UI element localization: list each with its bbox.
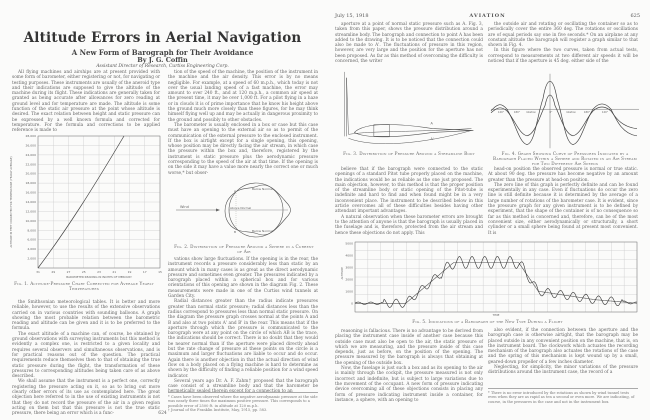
barograph-box: [374, 125, 390, 137]
fig4-chart: [487, 72, 641, 150]
paragraph: A natural observation when these barometer errors are brought to the attention of anyone is that the barograph is usually placed in the fuselage and is, therefore, protected from the air stream and hence these objections do not apply. This: [335, 214, 483, 236]
paragraph: the Smithsonian meteorological tables. It is better and more reliable, however, to use the results of the extensive observations carried on in various countries with sounding balloons. A graph showing the most probable relation between the barometric reading and altitude can be given and it is to be preferred to the formula.: [12, 300, 160, 332]
curve-high-speed: [491, 81, 637, 144]
paragraph: the outside air and rotating or oscillating the container so as to periodically cover the entire 360 deg. The rotations or oscillations are of equal periods say one in five seconds.* On an airplane at any constant altitude the barograph will register a graph similar to that shown in Fig. 4.: [488, 22, 638, 49]
region-label: Below Normal: [252, 187, 273, 191]
streamline-body: [354, 125, 473, 137]
x-axis-label: TIME: [492, 313, 500, 317]
x-tick-label: 21: [112, 270, 117, 274]
y-tick-label: 28,000: [25, 134, 36, 138]
y-tick-label: 1000: [345, 289, 353, 294]
fig5-caption: Fig. 5. Indications of a Barograph of the New Type During a Flight: [412, 319, 563, 324]
y-axis-label: ALTITUDE IN FEET CORRECTED FOR TEMPERATURE (YEARLY AVERAGE): [10, 156, 13, 248]
paragraph: The exact altitude of a machine can, of course, be obtained by ground observations with surveying instruments but this method is evidently a complex one, is restricted to a given locality and requires several observers and simultaneous observations, and is for practical reasons out of the question. The practical requirements reduce themselves then to that of obtaining the true static pressure during the flight, the transformation of these pressures to corresponding altitudes being taken care of as above described.: [12, 331, 160, 380]
y-tick-label: 2000: [345, 277, 353, 282]
left-col1-body: [12, 300, 160, 417]
point-a-label: A: [430, 121, 433, 126]
author-affiliation: Assistant Director of Research, Curtiss Engineering Corp.: [96, 64, 229, 69]
page-number-left: 624: [158, 411, 167, 416]
point-b-label: B: [234, 230, 237, 234]
y-tick-label: 24,000: [25, 152, 36, 157]
pressure-curve: [347, 78, 472, 137]
right-col1-mid: [335, 167, 483, 237]
y-tick-label: 26,000: [25, 143, 36, 148]
x-tick-label: 31: [36, 270, 40, 274]
y-tick-label: 4,000: [27, 247, 36, 252]
x-tick-label: 15: [158, 270, 162, 274]
angle-label: rotation: [565, 110, 577, 114]
paragraph: believe that if the barograph were connected to the static openings of a standard Pitot tube properly placed on the machine, the indications would be as reliable as the one just proposed. The main objection, however, to this method is that the proper position of the streamline body or static opening of the Pitot-tube is indefinite and hard to find and when found might be in a very inconvenient place. The instrument to be described below in this article overcomes all of these difficulties besides having other attendant important advantages.: [335, 167, 483, 215]
wind-label: Wind: [180, 205, 189, 209]
y-tick-label: 8,000: [27, 228, 36, 233]
left-footnotes: [168, 392, 318, 412]
x-axis-label: BAROMETER READING IN INCHES OF MERCURY: [66, 275, 132, 279]
curve-low-speed: [491, 95, 637, 136]
paragraph: Several years ago Dr. A. F. Zahm† proposed that the barograph case consist of a streamline body and that the barometer be hermetically sealed therein except for a connection to an: [168, 378, 318, 395]
point-a-prime-label: A': [430, 137, 434, 142]
y-tick-label: 4000: [345, 253, 353, 258]
fig5-chart: [339, 240, 639, 318]
y-tick-label: 10,000: [25, 218, 36, 223]
header-journal: AVIATION: [469, 13, 506, 19]
paragraph: Now, the fuselage is just such a box and as its opening to the air is mainly through the cockpit, the pressure measured is not only incorrect and indefinite, but is subject to large variations due to the movement of the occupant. A new form of pressure indicating device overcoming all of these objections consists in placing any form of pressure indicating instrument inside a container, for instance, a sphere, with an opening to: [335, 366, 483, 403]
header-date: July 15, 1918: [335, 13, 369, 19]
angle-label: 120°: [497, 110, 505, 114]
y-tick-label: 5000: [345, 241, 353, 246]
paragraph: head-on position the observed pressure is normal or true static. At about 90 deg. the pressure has become negative by an amount greater than the pressure at head-on position.: [488, 167, 638, 183]
fig1-caption: Fig. 1. Altitude-Pressure Chart Corrected for Average Yearly Temperatures: [14, 281, 154, 291]
paragraph: The barometer is usually enclosed in a box or case but this case must have an opening to the external air so as to permit of the communication of the external pressure to the enclosed instrument. If the box is airtight except for a single opening, this opening, whose position may be directly facing the air stream, in which case the pressure within the box and, therefore, registered by the instrument is static pressure plus the aerodynamic pressure corresponding to the speed of the air at that time. If the opening is on the side it may have a value more nearly the correct one or much worse,* but obser-: [168, 122, 318, 176]
paragraph: Radial distances greater than the radius indicate pressures greater than normal static pressure; radial distances less than the radius correspond to pressures less than normal static pressure. On the diagram the pressure graph crosses normal at the points A and B and also at two points A' and B' in the rear. This means that if the aperture through which the pressure is communicated to the barograph were at any point on the circle of which AB is the trace, the indications should be correct. There is no doubt that they would be nearer normal than if the aperture were placed directly ahead but the rate change of pressure at these points on the circle is a maximum and larger fluctuations are liable to occur and do occur. Again there is another objection in that the actual direction of wind flow on a body placed on a flying machine is hard to determine as shown by the difficulty of finding a reliable position for a wind speed indicator.: [168, 299, 318, 379]
fig3-diagram: [333, 68, 485, 150]
y-axis-label: ALTITUDE: [341, 267, 344, 280]
footnote: † Journal of the Franklin Institute, May, 1915, pp. 583.: [168, 407, 268, 412]
angle-label: 0°: [549, 110, 553, 114]
x-tick-label: 29: [51, 270, 56, 274]
paragraph: also evident, if the connection between the aperture and the barograph case is otherwise airtight, that the barograph may be placed outside in any convenient position on the machine, that is, on the instrument board. The clockwork which actuates the recording mechanism of the barograph also actuates the rotations of the case and the spring of this mechanism is kept wound up by a small, geared-down propeller of a few inches diameter.: [488, 328, 638, 365]
article-title: Altitude Errors in Aerial Navigation: [23, 30, 302, 46]
paragraph: In this figure where the two curves, taken from actual tests, correspond to measurements at two different air speeds it will be noticed that if the aperture is 45 deg. either side of the: [488, 48, 638, 65]
fig1-chart: [6, 132, 162, 280]
y-tick-label: 20,000: [25, 171, 36, 176]
y-tick-label: 12,000: [25, 209, 36, 214]
right-footnote: * There is no error introduced by the rotations as shown by wind tunnel tests even when they are as rapid as ten a second or even more. We are indicating, of course, in the pressures in the case and not in the instrument box.: [488, 388, 638, 404]
left-col2-intro: [168, 70, 318, 176]
y-tick-label: 0: [351, 301, 353, 306]
fig4-caption: Fig. 4. Graph Showing Curve of Pressures Indicated by a Barograph Placed Within a Sphere and Rotated in an Air Stream for Two Different Air Speeds: [493, 151, 637, 166]
y-tick-label: 6,000: [27, 237, 36, 242]
right-col2-bottom: [488, 328, 638, 376]
paragraph: tion of the speed of the machine, the position of the instrument in the machine and the air density. This error is by no means negligible. For example, at a speed of 60 m.p.h., which today is not over the usual landing speed of a fast machine, the error may amount to over 240 ft., and at 120 m.p.h., a common air speed at the present time, it may be over 1,000 ft. For a pilot flying in a haze or in clouds it is of prime importance that he know his height above the ground much more closely than these figures, for he may think himself flying well up and may be actually in dangerous proximity to the ground and possibly to other obstacles.: [168, 70, 318, 123]
x-tick-label: 25: [81, 270, 86, 274]
paragraph: vations show large fluctuations. If the opening is in the rear, the instrument records a pressure considerably less than static by an amount which in many cases is as great as the direct aerodynamic pressure and sometimes even greater. The pressures indicated by a barograph placed within a spherical box and for various orientations of this opening are shown in the diagram Fig. 2. These measurements were made in one of the Curtiss wind tunnels at Garden City.: [168, 257, 318, 300]
angle-label: 180°: [583, 110, 591, 114]
right-page: [325, 0, 650, 420]
y-tick-label: 14,000: [25, 200, 36, 204]
region-label: Below Normal: [252, 229, 273, 233]
fig3-caption: Fig. 3. Distribution of Pressure Around a Streamline Body: [343, 151, 475, 156]
paragraph: We shall assume that the instrument is a perfect one, correctly registering the pressure acting on it, so as to bring out more clearly other errors of its use as contemplated here. The great objection here referred to in the use of existing instruments is not that they do not record the pressure of the air in a given region acting on them but that this pressure is not the true static pressure, there being an error which is a func-: [12, 379, 160, 417]
paragraph: reasoning is fallacious. There is no advantage to be derived from placing the instrument case inside of another case because this outside case must also be open to the air, the static pressure of which we are measuring, and the pressure inside of this case depends, just as before, on the position of the opening. The pressure measured by the barograph is always that obtaining at the opening of the outside box.: [335, 329, 483, 366]
x-tick-label: 19: [127, 270, 132, 274]
region-label: Above Normal: [230, 206, 252, 210]
y-tick-label: 18,000: [25, 181, 36, 186]
fig2-caption: Fig. 2. Distribution of Pressure Around a Sphere in a Current of Air: [174, 244, 314, 254]
left-col2-body: [168, 257, 318, 395]
y-tick-label: 3000: [345, 265, 353, 270]
x-tick-label: 23: [97, 270, 101, 274]
fig2-diagram: [168, 178, 318, 242]
paragraph: The zero line of this graph is perfectly definite and can be found experimentally in any case. Even if fluctuations do occur the zero line is still definite because it is determined by the average of a large number of rotations of the barometer case. It is evident, since the pressure graph for any given instrument is to be defined by experiment, that the shape of the container is of no consequence so far as this method is concerned and, therefore, can be of the most convenient size, either aerodynamically or structurally, a short cylinder or a small sphere being found at present most convenient. It is: [488, 182, 638, 236]
y-tick-label: 2,000: [27, 256, 36, 261]
right-col2-intro: [488, 22, 638, 64]
paragraph: Neglecting, for simplicity, the minor variations of the pressure distributions around the instrument case, the record of a: [488, 365, 638, 376]
angle-label: rotation: [525, 110, 537, 114]
angle-label: 120°: [601, 110, 609, 114]
angle-label: 180°: [513, 110, 521, 114]
x-tick-label: 27: [66, 270, 71, 274]
x-tick-label: 17: [142, 270, 147, 274]
paragraph: All flying machines and airships are at present provided with some form of barometer, either registering or not, for navigating or testing purposes. These instruments are usually of the aneroid type and their indications are supposed to give the altitude of the machine during its flight. These indications are generally taken for granted as being accurate after allowances for zero reading at ground level and for temperature are made. The altitude is some function of the static air pressure at the point whose altitude is desired. The exact relation between height and static pressure can be expressed by a well known formula and corrected for temperature. For the formula and corrections to be applied reference is made to: [12, 70, 160, 134]
wind-arrowhead-icon: [216, 209, 220, 212]
author-byline: By J. G. Coffin: [137, 56, 188, 64]
header-page-number: 625: [630, 13, 640, 19]
y-tick-label: 22,000: [25, 162, 36, 167]
point-a-label: A: [234, 189, 237, 193]
right-col1-bottom: [335, 329, 483, 403]
paragraph: aperture at a point of normal static pressure such as A. Fig. 3, taken from this paper, shows the pressure distribution around a streamline body. The barograph and connection to point A has been added to the drawing. It is to be noticed that the connection could also be made to A'. The fluctuations of pressure in this region, however, are very large and the position for the aperture has not been proposed. As far as this method of overcoming the difficulty is concerned, the writer: [335, 22, 483, 65]
right-col2-mid: [488, 167, 638, 237]
article-subtitle: A New Form of Barograph for Their Avoidance: [71, 48, 254, 57]
right-col1-intro: [335, 22, 483, 66]
left-col1-intro: [12, 70, 160, 134]
y-tick-label: 16,000: [25, 190, 36, 195]
footnote: * Cases have been observed where the negative aerodynamic pressure at the side was nearly three times the maximum positive pressure. This corresponds to a possible error of 2500 ft. in altitude at 120 m.p.h.: [168, 395, 318, 408]
